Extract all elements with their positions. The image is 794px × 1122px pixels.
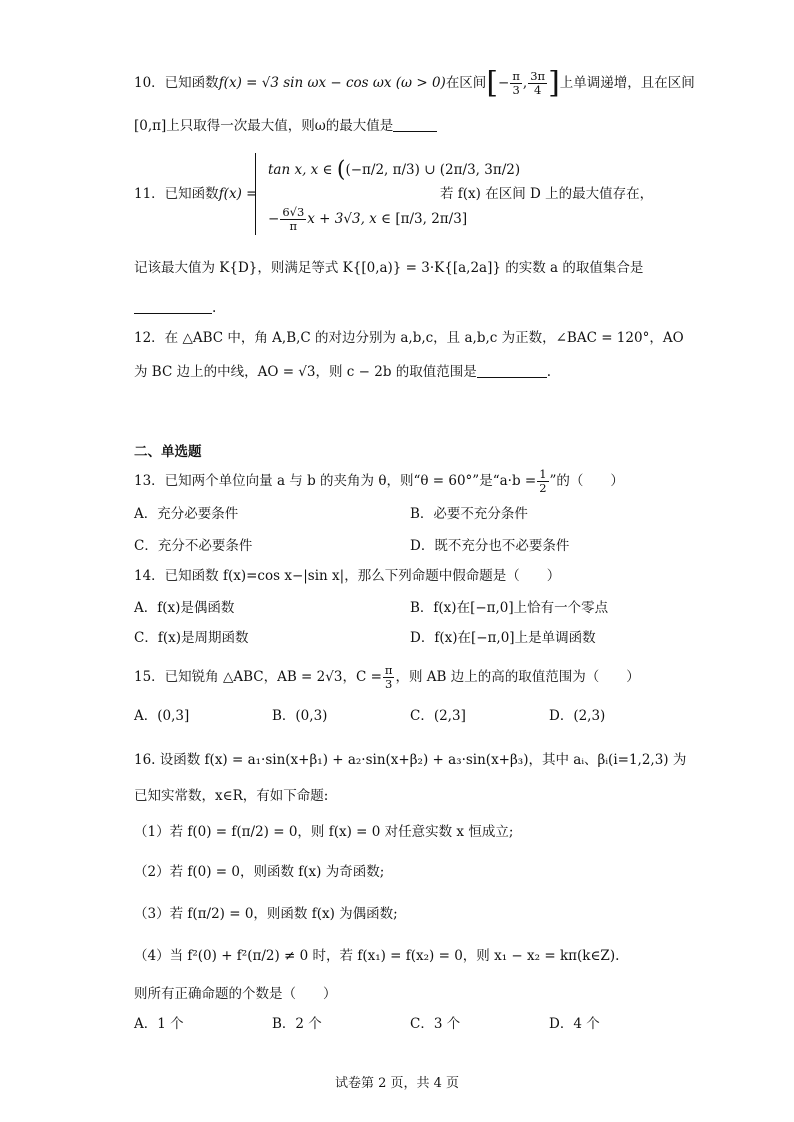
q11-func-name: f(x) = — [218, 186, 258, 202]
q11-prefix-line — [134, 184, 257, 204]
q13-option-d[interactable]: D．既不充分也不必要条件 — [410, 538, 570, 554]
q16-option-b[interactable]: B．2 个 — [272, 1016, 322, 1032]
page-footer: 试卷第 2 页，共 4 页 — [334, 1076, 460, 1091]
q11-case1-text: tan x, x ∈ — [268, 162, 333, 178]
q14-option-b[interactable]: B．f(x)在[−π,0]上恰有一个零点 — [410, 600, 609, 616]
q16-proposition-4: （4）当 f²(0) + f²(π/2) ≠ 0 时，若 f(x₁) = f(x₂) = 0，则 x₁ − x₂ = kπ(k∈Z). — [134, 948, 620, 964]
section-title-single-choice: 二、单选题 — [134, 444, 202, 460]
q11-case2-frac-den: π — [289, 219, 298, 233]
q10-line1: 10．已知函数f(x) = √3 sin ωx − cos ωx (ω > 0)在区间[− $\frac{\pi}{3}$ , $\frac{3\pi}{4}$ ]上单调递增，且在区间 — [134, 65, 695, 101]
q11-line2: 记该最大值为 K{D}，则满足等式 K{[0,a)} = 3·K{[a,2a]} 的实数 a 的取值集合是 — [134, 260, 644, 276]
q15-option-c[interactable]: C．(2,3] — [410, 708, 466, 724]
q10-minus: − — [498, 75, 510, 91]
q13-option-b[interactable]: B．必要不充分条件 — [410, 506, 528, 522]
q13-stem-a: 13．已知两个单位向量 a 与 b 的夹角为 θ，则“θ = 60°”是“a·b = — [134, 473, 537, 489]
q11-case1 — [268, 157, 521, 183]
q12-line2 — [134, 362, 551, 382]
q11-period: . — [212, 300, 217, 316]
q15-stem-b: ，则 AB 边上的高的取值范围为（ ） — [395, 669, 640, 685]
q13-option-a[interactable]: A．充分必要条件 — [134, 506, 239, 522]
q15-stem — [134, 664, 640, 691]
q10-frac2 — [528, 70, 547, 97]
q16-line2: 已知实常数，x∈R，有如下命题: — [134, 788, 329, 804]
q10-frac1-num: π — [512, 69, 520, 83]
q16-option-a[interactable]: A．1 个 — [134, 1016, 184, 1032]
q10-frac2-num: 3π — [530, 69, 546, 83]
q15-stem-a: 15．已知锐角 △ABC，AB = 2√3，C = — [134, 669, 382, 685]
q11-suffix: 若 f(x) 在区间 D 上的最大值存在， — [440, 186, 654, 202]
q11-case1-interval-open: ( — [336, 157, 346, 183]
q13-stem — [134, 468, 624, 495]
q11-case2-frac — [280, 206, 306, 233]
q15-option-b[interactable]: B．(0,3) — [272, 708, 328, 724]
q10-line2-text: 上只取得一次最大值，则ω的最大值是 — [166, 118, 394, 134]
q10-frac1 — [510, 70, 522, 97]
q16-proposition-2: （2）若 f(0) = 0，则函数 f(x) 为奇函数; — [134, 864, 385, 880]
q10-frac1-den: 3 — [512, 83, 520, 97]
q15-frac-num: π — [384, 663, 393, 677]
q11-brace — [255, 153, 264, 235]
q16-option-c[interactable]: C．3 个 — [410, 1016, 461, 1032]
q14-option-c[interactable]: C．f(x)是周期函数 — [134, 630, 249, 646]
q14-option-d[interactable]: D．f(x)在[−π,0]上是单调函数 — [410, 630, 596, 646]
q10-frac2-den: 4 — [533, 83, 542, 97]
q14-stem: 14．已知函数 f(x)=cos x−|sin x|，那么下列命题中假命题是（ ） — [134, 568, 561, 584]
q10-bracket-right: ] — [548, 65, 560, 101]
q10-prefix: 10．已知函数 — [134, 75, 219, 91]
q16-option-d[interactable]: D．4 个 — [549, 1016, 600, 1032]
q11-case2 — [268, 206, 467, 233]
q10-line2 — [134, 116, 437, 136]
q10-mid: 在区间 — [445, 75, 487, 91]
q10-interval2: [0,π] — [134, 118, 167, 134]
q11-case1-interval: (−π/2, π/3) ∪ (2π/3, 3π/2) — [345, 162, 521, 178]
q13-frac-num: 1 — [539, 467, 547, 481]
q16-line1: 16. 设函数 f(x) = a₁·sin(x+β₁) + a₂·sin(x+β₂) + a₃·sin(x+β₃)，其中 aᵢ、βᵢ(i=1,2,3) 为 — [134, 752, 687, 768]
q12-line2-text: 为 BC 边上的中线，AO = √3，则 c − 2b 的取值范围是 — [134, 364, 477, 380]
q10-suffix: 上单调递增，且在区间 — [559, 75, 695, 91]
q13-stem-b: ”的（ ） — [549, 473, 624, 489]
q11-case2-minus: − — [268, 211, 280, 227]
q13-option-c[interactable]: C．充分不必要条件 — [134, 538, 253, 554]
q10-bracket-left: [ — [486, 65, 499, 101]
q11-blank-line — [134, 298, 216, 318]
q11-prefix: 11．已知函数 — [134, 186, 219, 202]
q11-case2-text: x + 3√3, x ∈ — [307, 211, 392, 227]
q11-answer-blank[interactable] — [134, 299, 212, 314]
q10-answer-blank[interactable] — [393, 117, 437, 132]
q14-option-a[interactable]: A．f(x)是偶函数 — [134, 600, 235, 616]
q10-func: f(x) = √3 sin ωx − cos ωx (ω > 0) — [218, 75, 446, 91]
q15-frac — [383, 664, 395, 691]
q16-proposition-3: （3）若 f(π/2) = 0，则函数 f(x) 为偶函数; — [134, 906, 398, 922]
q15-frac-den: 3 — [385, 677, 393, 691]
q12-period: . — [546, 364, 552, 380]
q12-line1: 12．在 △ABC 中，角 A,B,C 的对边分别为 a,b,c，且 a,b,c 为正数，∠BAC = 120°，AO — [134, 330, 684, 346]
q16-proposition-1: （1）若 f(0) = f(π/2) = 0，则 f(x) = 0 对任意实数 x 恒成立; — [134, 824, 514, 840]
q15-option-a[interactable]: A．(0,3] — [134, 708, 190, 724]
q13-frac — [537, 468, 548, 495]
q12-answer-blank[interactable] — [477, 363, 547, 378]
q13-frac-den: 2 — [539, 481, 547, 495]
q15-option-d[interactable]: D．(2,3) — [549, 708, 606, 724]
q11-case2-frac-num: 6√3 — [282, 205, 305, 219]
q16-ask: 则所有正确命题的个数是（ ） — [134, 986, 337, 1002]
q11-case2-interval: [π/3, 2π/3] — [395, 211, 468, 227]
